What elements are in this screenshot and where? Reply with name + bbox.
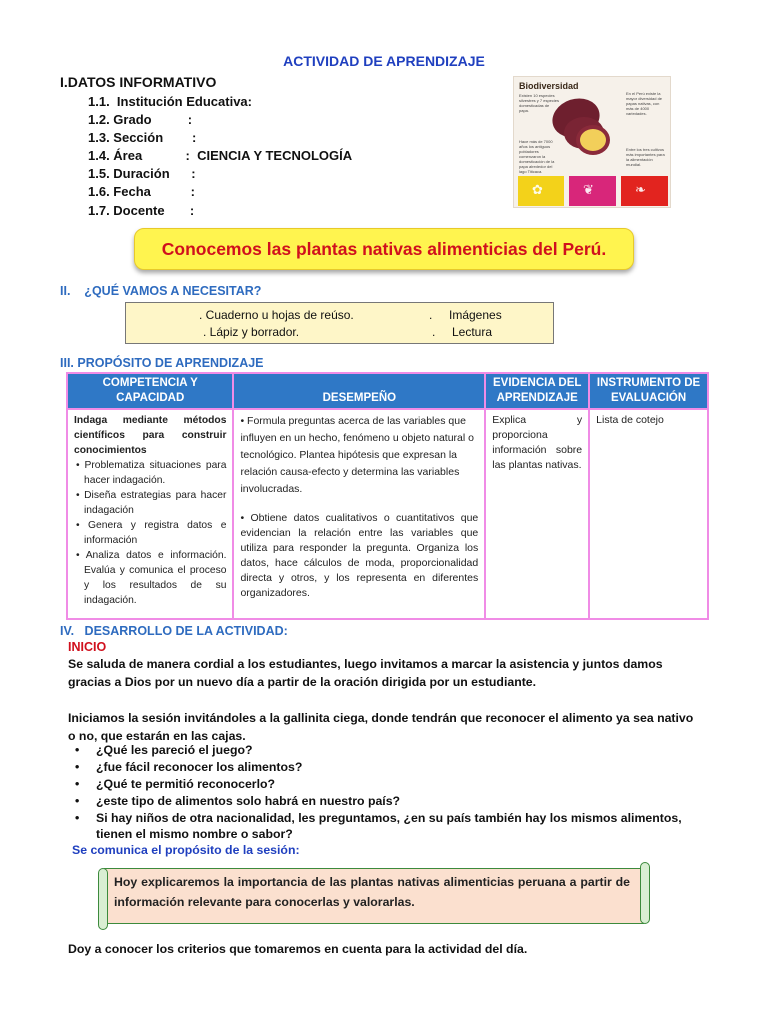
bullet-icon: • — [75, 794, 80, 808]
table-header-row — [67, 373, 708, 409]
plant-panel — [569, 176, 616, 206]
desempeno-item: • Obtiene datos cualitativos o cuantitativos que evidencian la relación entre las variables que utiliza para responder la pregunta. Organiza los datos, hace cálculos de moda, proporcionalidad directa y otros, y los representa en diferentes organizadores. — [240, 512, 479, 599]
section-purpose-heading: III. PROPÓSITO DE APRENDIZAJE — [60, 356, 264, 370]
scroll-roll-right — [640, 862, 650, 924]
section-development-heading: IV. DESARROLLO DE LA ACTIVIDAD: — [60, 624, 288, 638]
paragraph-game: Iniciamos la sesión invitándoles a la gallinita ciega, donde tendrán que reconocer el alimento ya sea nativo o no, que estarán en las cajas. — [68, 711, 694, 743]
document-title: ACTIVIDAD DE APRENDIZAJE — [283, 53, 485, 69]
info-seccion: 1.3. Sección : — [88, 130, 197, 145]
list-item-continuation: tienen el mismo nombre o sabor? — [96, 827, 293, 841]
session-title: Conocemos las plantas nativas alimenticias del Perú. — [161, 238, 607, 259]
section-materials-heading: II. ¿QUÉ VAMOS A NECESITAR? — [60, 284, 262, 298]
table-header: EVIDENCIA DEL APRENDIZAJE — [485, 373, 589, 409]
leaf-icon: ❦ — [583, 182, 594, 197]
list-item: • Si hay niños de otra nacionalidad, les preguntamos, ¿en su país también hay los mismos alimentos, — [75, 811, 682, 825]
capacidad-item: • Genera y registra datos e información — [76, 520, 227, 546]
list-item: • ¿este tipo de alimentos solo habrá en nuestro país? — [75, 794, 401, 808]
info-institucion: 1.1. Institución Educativa: — [88, 94, 252, 109]
infographic-note: Entre los tres cultivos más importantes para la alimentación mundial. — [626, 147, 665, 167]
purpose-text: Hoy explicaremos la importancia de las plantas nativas alimenticias peruana a partir de información relevante para conocerlas y valorarlas. — [114, 875, 630, 909]
inicio-label: INICIO — [68, 640, 107, 654]
infographic-title: Biodiversidad — [519, 81, 579, 91]
list-item: • ¿fue fácil reconocer los alimentos? — [75, 760, 303, 774]
capacidad-item: • Analiza datos e información. Evalúa y comunica el proceso y los resultados de su indagación. — [76, 550, 227, 606]
pepper-icon: ❧ — [635, 182, 646, 197]
desempeno-cell — [233, 409, 485, 619]
desempeno-item: • Formula preguntas acerca de las variables que influyen en un hecho, fenómeno u objeto natural o tecnológico. Plantea hipótesis que expresan la relación causa-efecto y determina las variables involucradas. — [240, 415, 474, 495]
potato-cut-image — [576, 125, 610, 155]
corn-icon: ✿ — [532, 182, 543, 197]
infographic-note: Existen 10 especies silvestres y 7 especies domesticadas de papa. — [519, 93, 560, 113]
pepper-panel — [621, 176, 668, 206]
table-row — [67, 409, 708, 619]
material-item: . Lectura — [432, 325, 493, 339]
info-duracion: 1.5. Duración : — [88, 166, 196, 181]
bullet-icon: • — [75, 777, 80, 791]
closing-text: Doy a conocer los criterios que tomaremos en cuenta para la actividad del día. — [68, 942, 528, 956]
scroll-roll-left — [98, 868, 108, 930]
purpose-heading: Se comunica el propósito de la sesión: — [72, 843, 300, 857]
bullet-icon: • — [75, 811, 80, 825]
biodiversity-infographic — [513, 76, 671, 208]
list-item: • ¿Qué les pareció el juego? — [75, 743, 253, 757]
table-header: DESEMPEÑO — [233, 373, 485, 409]
info-area: 1.4. Área : CIENCIA Y TECNOLOGÍA — [88, 148, 353, 163]
infographic-note: Hace más de 7000 años los antiguos pobladores comenzaron la domesticación de la papa alrededor del lago Titicaca. — [519, 139, 555, 174]
purpose-scroll — [96, 860, 652, 932]
competencia-cell — [67, 409, 233, 619]
info-grado: 1.2. Grado : — [88, 112, 193, 127]
corn-panel — [518, 176, 564, 206]
table-header: COMPETENCIA Y CAPACIDAD — [67, 373, 233, 409]
bullet-icon: • — [75, 760, 80, 774]
infographic-note: En el Perú existe la mayor diversidad de papas nativas, con más de 4000 variedades. — [626, 91, 663, 116]
material-item: . Cuaderno u hojas de reúso. — [199, 308, 354, 322]
list-item: • ¿Qué te permitió reconocerlo? — [75, 777, 276, 791]
section-datos-heading: I.DATOS INFORMATIVO — [60, 74, 217, 90]
bullet-icon: • — [75, 743, 80, 757]
capacidad-item: • Problematiza situaciones para hacer indagación. — [76, 460, 227, 486]
material-item: . Imágenes — [429, 308, 502, 322]
competencia-title: Indaga mediante métodos científicos para construir conocimientos — [74, 415, 227, 456]
material-item: . Lápiz y borrador. — [203, 325, 300, 339]
paragraph-greeting: Se saluda de manera cordial a los estudiantes, luego invitamos a marcar la asistencia y juntos damos gracias a Dios por un nuevo día a partir de la oración dirigida por un estudiante. — [68, 657, 663, 689]
purpose-table — [66, 372, 709, 620]
instrumento-cell: Lista de cotejo — [589, 409, 708, 619]
materials-box — [125, 302, 554, 344]
session-title-banner — [134, 228, 634, 270]
capacidad-item: • Diseña estrategias para hacer indagación — [76, 490, 227, 516]
info-fecha: 1.6. Fecha : — [88, 184, 195, 199]
info-docente: 1.7. Docente : — [88, 203, 195, 218]
evidencia-cell: Explica y proporciona información sobre las plantas nativas. — [485, 409, 589, 619]
table-header: INSTRUMENTO DE EVALUACIÓN — [589, 373, 708, 409]
